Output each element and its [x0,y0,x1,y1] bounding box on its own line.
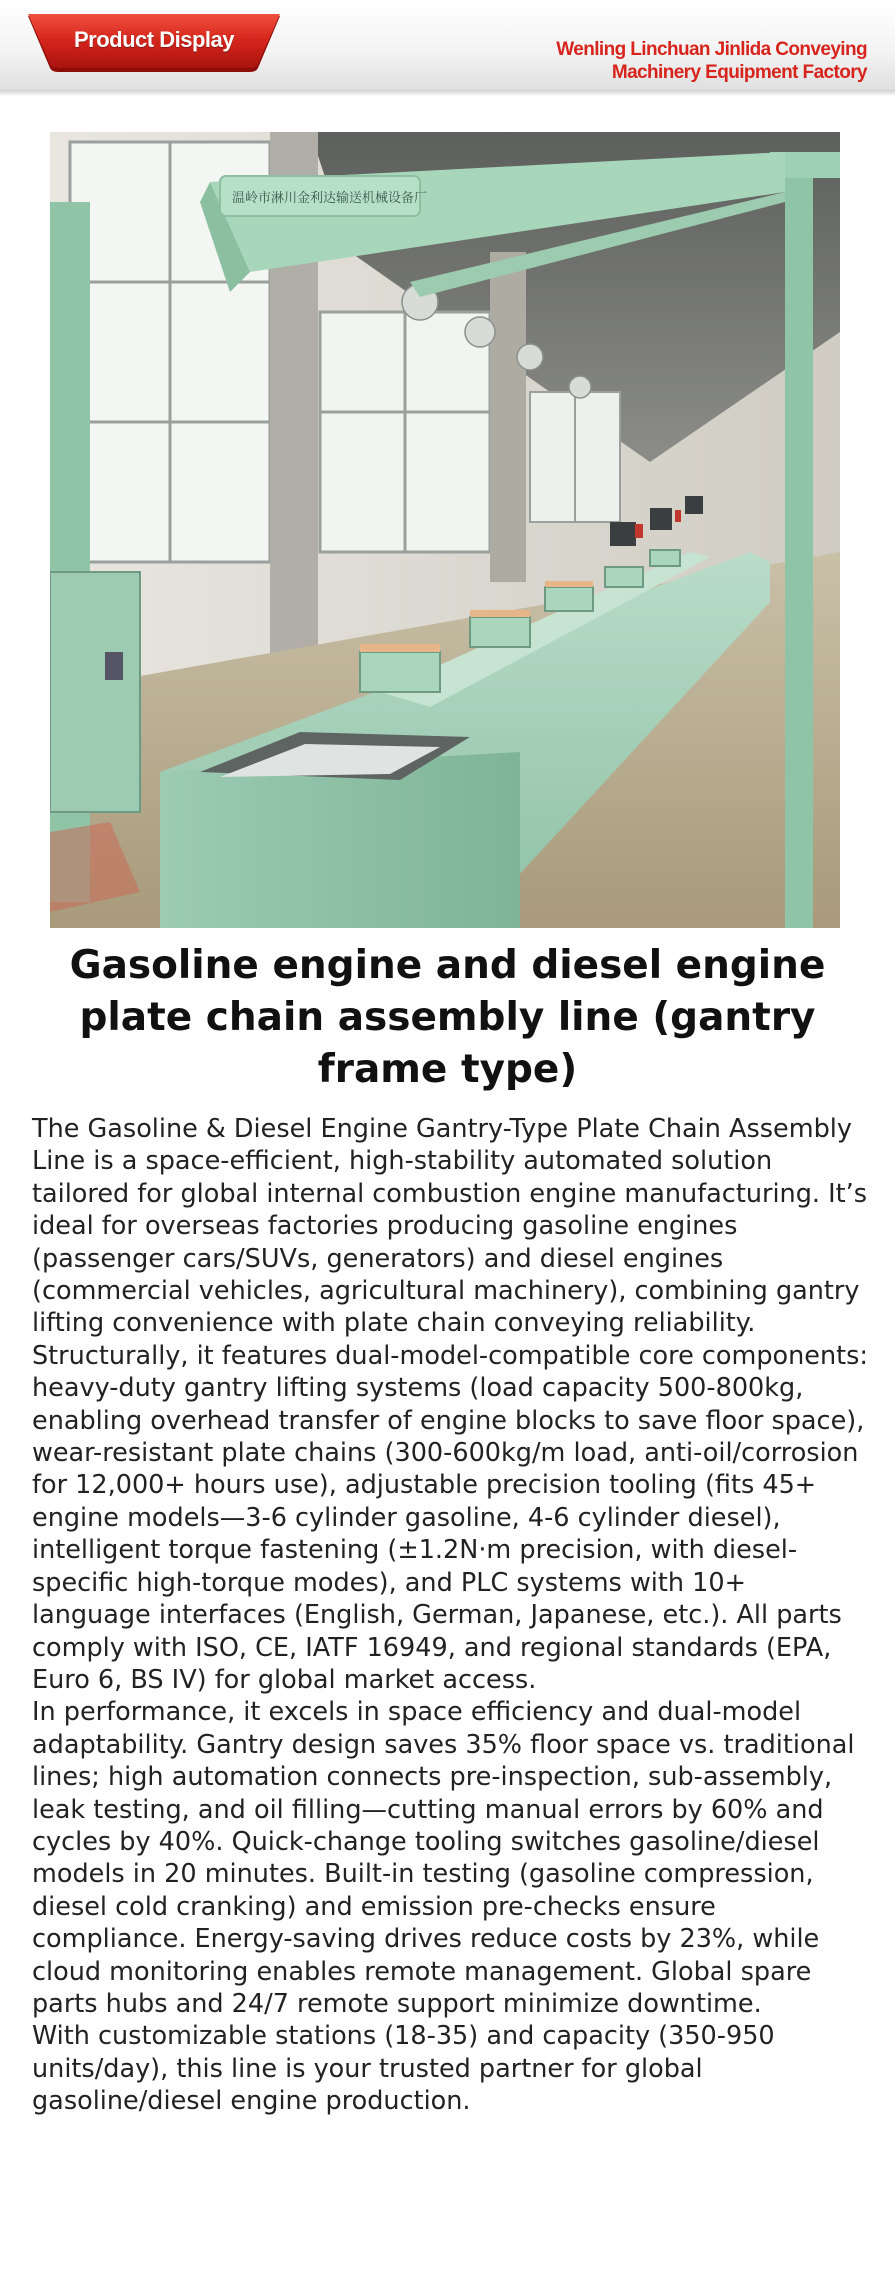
product-photo [50,132,840,928]
header-shadow [0,90,895,96]
description-paragraph-performance: In performance, it excels in space efficiency and dual-model adaptability. Gantry design saves 35% floor space vs. traditional lines; high automation connects pre-inspection, sub-assembly, leak testing, and oil filling—cutting manual errors by 60% and cycles by 40%. Quick-change tooling switches gasoline/diesel models in 20 minutes. Built-in testing (gasoline compression, diesel cold cranking) and emission pre-checks ensure compliance. Energy-saving drives reduce costs by 23%, while cloud monitoring enables remote management. Global spare parts hubs and 24/7 remote support minimize downtime. [32,1697,855,2019]
product-display-tab [28,14,280,72]
header-banner [0,0,895,96]
product-title: Gasoline engine and diesel engine plate chain assembly line (gantry frame type) [69,943,826,1092]
product-description [32,1113,872,2118]
tab-label: Product Display [74,27,234,52]
company-name-line1: Wenling Linchuan Jinlida Conveying [556,39,867,60]
company-name [487,38,867,84]
description-paragraph-structure: Structurally, it features dual-model-compatible core components: heavy-duty gantry lifting systems (load capacity 500-800kg, enabling overhead transfer of engine blocks to save floor space), wear-resistant plate chains (300-600kg/m load, anti-oil/corrosion for 12,000+ hours use), adjustable precision tooling (fits 45+ engine models—3-6 cylinder gasoline, 4-6 cylinder diesel), intelligent torque fastening (±1.2N·m precision, with diesel-specific high-torque modes), and PLC systems with 10+ language interfaces (English, German, Japanese, etc.). All parts comply with ISO, CE, IATF 16949, and regional standards (EPA, Euro 6, BS IV) for global market access. [32,1340,868,1695]
description-paragraph-closing: With customizable stations (18-35) and capacity (350-950 units/day), this line is your trusted partner for global gasoline/diesel engine production. [32,2021,775,2117]
company-name-line2: Machinery Equipment Factory [611,62,867,83]
description-paragraph-intro: The Gasoline & Diesel Engine Gantry-Type Plate Chain Assembly Line is a space-efficient, high-stability automated solution tailored for global internal combustion engine manufacturing. It’s ideal for overseas factories producing gasoline engines (passenger cars/SUVs, generators) and diesel engines (commercial vehicles, agricultural machinery), combining gantry lifting convenience with plate chain conveying reliability. [32,1114,868,1339]
gantry-sign: 温岭市淋川金利达输送机械设备厂 [232,191,428,206]
